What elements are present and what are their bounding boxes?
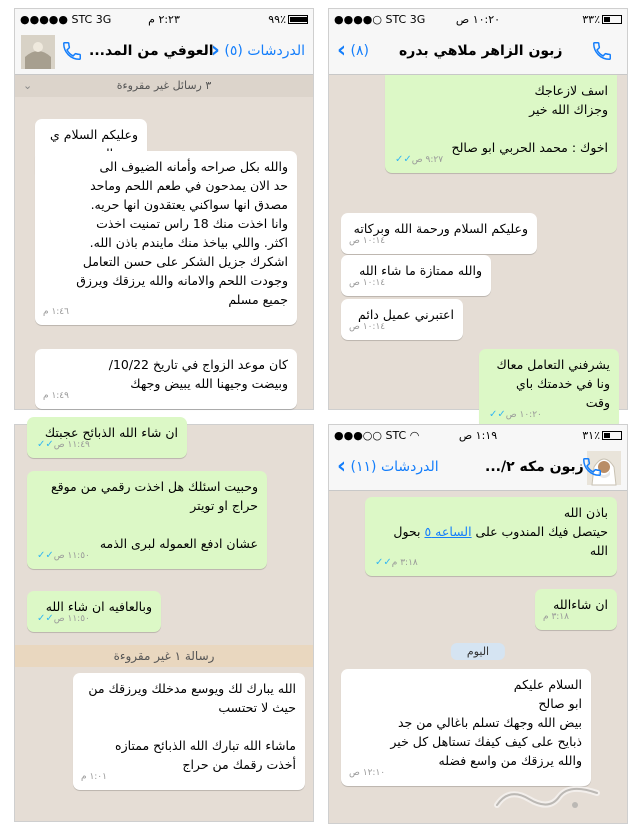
double-check-icon: ✓✓ [37,613,54,624]
message-incoming: الله يبارك لك ويوسع مدخلك ويرزقك من حيث لا تحتسب ماشاء الله تبارك الله الذبائح ممتازه أخذت رقمك من حراج ١:٠١ م [73,673,305,790]
chat-screenshot-zaher [328,8,628,420]
message-outgoing: وبالعافيه ان شاء الله ١١:٥٠ ص✓✓ [27,591,161,632]
chat-header [15,31,313,75]
chat-screenshot-makkah [328,424,628,824]
back-button[interactable]: الدردشات (٥) ‹ [210,38,305,63]
unread-banner: ٣ رسائل غير مقروءة ⌄ [15,75,313,97]
message-incoming: والله ممتازة ما شاء الله ١٠:١٤ ص [341,255,491,296]
status-bar [329,425,627,447]
phone-icon[interactable] [581,456,603,478]
message-incoming: اعتبرني عميل دائم ١٠:١٤ ص [341,299,463,340]
chat-header [329,447,627,491]
battery-icon [602,431,622,440]
carrier-signal: ●●●○○ STC ◠ [334,429,420,442]
back-button[interactable]: ‹ الدردشات (١١) [337,454,439,479]
double-check-icon: ✓✓ [375,557,392,568]
message-outgoing: اسف لازعاجك وجزاك الله خير اخوك : محمد الحربي ابو صالح ٩:٢٧ ص✓✓ [385,75,617,173]
chevron-left-icon: ‹ [337,38,347,63]
status-bar [329,9,627,31]
double-check-icon: ✓✓ [37,439,54,450]
message-incoming: والله بكل صراحه وأمانه الضيوف الى حد الان يمدحون في طعم اللحم وماحد مصدق انها سواكني يعتقدون انها حريه. وانا اخذت منك 18 راس تمنيت اخذت اكثر. واللي بياخذ منك مايندم باذن الله. اشكرك جزيل الشكر على حسن التعامل وجودت اللحم والامانه والله يرزقك ويرزق جميع مسلم ١:٤٦ م [35,151,297,325]
status-time: ٢:٢٣ م [148,13,180,26]
chevron-left-icon: ‹ [210,38,220,63]
carrier-signal: ●●●●○ STC 3G [334,13,426,26]
double-check-icon: ✓✓ [37,550,54,561]
status-time: ١٠:٢٠ ص [455,13,501,26]
chevron-left-icon: ‹ [337,454,347,479]
battery-indicator: ٩٩٪ [268,13,308,26]
wifi-icon: ◠ [409,429,420,442]
avatar[interactable] [21,35,55,69]
haraj-logo [489,781,609,815]
chevron-down-icon[interactable]: ⌄ [23,79,33,92]
battery-indicator: ٣٣٪ [582,13,622,26]
time-link[interactable]: الساعه ٥ [424,524,472,539]
unread-banner: رسالة ١ غير مقروءة [15,645,313,667]
back-button[interactable]: ‹ (٨) [337,38,369,63]
battery-indicator: ٣١٪ [582,429,622,442]
message-outgoing: وحبيت اسئلك هل اخذت رقمي من موقع حراج او تويتر عشان ادفع العموله لبرى الذمه ١١:٥٠ ص✓✓ [27,471,267,569]
double-check-icon: ✓✓ [395,154,412,165]
chat-screenshot-haraj [14,424,314,822]
chat-title: زبون الزاهر ملاهي بدره [399,43,563,59]
status-time: ١:١٩ ص [458,429,498,442]
chat-title: زبون مكه ٢/... [485,459,584,475]
phone-icon[interactable] [61,40,83,62]
battery-icon [288,15,308,24]
message-incoming: وعليكم السلام ي [35,119,147,179]
battery-icon [602,15,622,24]
chat-header [329,31,627,75]
phone-icon[interactable] [591,40,613,62]
status-bar [15,9,313,31]
chat-title: العوفي من المد... [89,43,214,59]
date-divider: اليوم [451,643,505,660]
double-check-icon: ✓✓ [489,409,506,420]
chat-screenshot-awfi [14,8,314,410]
message-outgoing: ان شاءالله ٣:١٨ م [535,589,617,630]
message-outgoing: باذن الله حيتصل فيك المندوب على الساعه ٥ بحول الله ٣:١٨ م✓✓ [365,497,617,576]
carrier-signal: ●●●●● STC 3G [20,13,112,26]
message-outgoing: ان شاء الله الذبائح عجبتك ١١:٤٩ ص✓✓ [27,417,187,458]
message-incoming: السلام عليكم ابو صالح بيض الله وجهك تسلم باغالي من جد ذبايح على كيف كيفك تستاهل كل خير والله يرزقك من واسع فضله ١٢:١٠ ص [341,669,591,786]
message-outgoing: يشرفني التعامل معاك ونا في خدمتك باي وقت ١٠:٢٠ ص✓✓ [479,349,619,428]
message-incoming: وعليكم السلام ورحمة الله وبركاته ١٠:١٤ ص [341,213,537,254]
message-incoming: كان موعد الزواج في تاريخ 10/22/ وبيضت وجيهنا الله يبيض وجهك ١:٤٩ م [35,349,297,409]
